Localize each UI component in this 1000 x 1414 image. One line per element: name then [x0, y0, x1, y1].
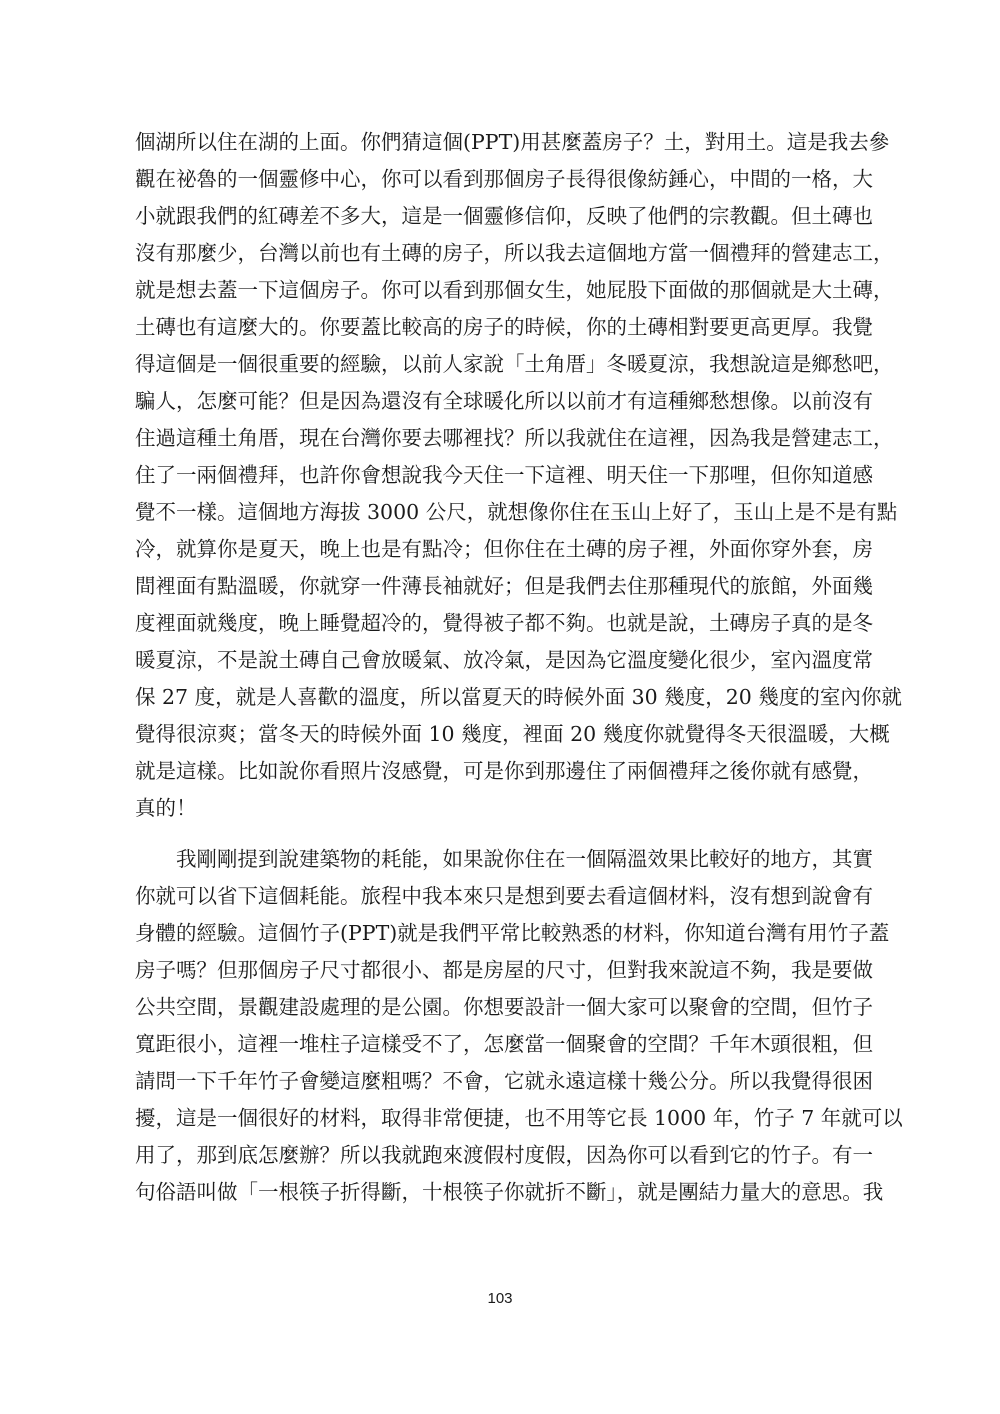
text-line: 請問一下千年竹子會變這麼粗嗎？不會，它就永遠這樣十幾公分。所以我覺得很困 [135, 1069, 873, 1093]
text-line: 騙人，怎麼可能？但是因為還沒有全球暖化所以以前才有這種鄉愁想像。以前沒有 [135, 389, 873, 413]
text-line: 就是想去蓋一下這個房子。你可以看到那個女生，她屁股下面做的那個就是大土磚， [135, 278, 894, 302]
text-line: 間裡面有點溫暖，你就穿一件薄長袖就好；但是我們去住那種現代的旅館，外面幾 [135, 574, 873, 598]
text-line: 觀在祕魯的一個靈修中心，你可以看到那個房子長得很像紡錘心，中間的一格，大 [135, 167, 873, 191]
text-line: 得這個是一個很重要的經驗，以前人家說「土角厝」冬暖夏涼，我想說這是鄉愁吧， [135, 352, 894, 376]
paragraph [135, 841, 903, 1211]
text-line: 擾，這是一個很好的材料，取得非常便捷，也不用等它長 1000 年，竹子 7 年就可以 [135, 1106, 903, 1130]
text-line: 房子嗎？但那個房子尺寸都很小、都是房屋的尺寸，但對我來說這不夠，我是要做 [135, 958, 873, 982]
body-text [135, 124, 903, 1211]
text-line: 冷，就算你是夏天，晚上也是有點冷；但你住在土磚的房子裡，外面你穿外套，房 [135, 537, 873, 561]
text-line: 覺得很涼爽；當冬天的時候外面 10 幾度，裡面 20 幾度你就覺得冬天很溫暖，大概 [135, 722, 890, 746]
text-line: 住了一兩個禮拜，也許你會想說我今天住一下這裡、明天住一下那哩，但你知道感 [135, 463, 873, 487]
text-line: 保 27 度，就是人喜歡的溫度，所以當夏天的時候外面 30 幾度，20 幾度的室內你就 [135, 685, 902, 709]
text-line: 公共空間，景觀建設處理的是公園。你想要設計一個大家可以聚會的空間，但竹子 [135, 995, 873, 1019]
page-number: 103 [487, 1290, 513, 1307]
text-line: 我剛剛提到說建築物的耗能，如果說你住在一個隔溫效果比較好的地方，其實 [135, 847, 873, 871]
text-line: 句俗語叫做「一根筷子折得斷，十根筷子你就折不斷」，就是團結力量大的意思。我 [135, 1180, 884, 1204]
text-line: 個湖所以住在湖的上面。你們猜這個(PPT)用甚麼蓋房子？土，對用土。這是我去參 [135, 130, 890, 154]
text-line: 暖夏涼，不是說土磚自己會放暖氣、放冷氣，是因為它溫度變化很少，室內溫度常 [135, 648, 873, 672]
text-line: 沒有那麼少，台灣以前也有土磚的房子，所以我去這個地方當一個禮拜的營建志工， [135, 241, 894, 265]
text-line: 覺不一樣。這個地方海拔 3000 公尺，就想像你住在玉山上好了，玉山上是不是有點 [135, 500, 898, 524]
text-line: 度裡面就幾度，晚上睡覺超冷的，覺得被子都不夠。也就是說，土磚房子真的是冬 [135, 611, 873, 635]
text-line: 土磚也有這麼大的。你要蓋比較高的房子的時候，你的土磚相對要更高更厚。我覺 [135, 315, 873, 339]
text-line: 用了，那到底怎麼辦？所以我就跑來渡假村度假，因為你可以看到它的竹子。有一 [135, 1143, 873, 1167]
text-line: 寬距很小，這裡一堆柱子這樣受不了，怎麼當一個聚會的空間？千年木頭很粗，但 [135, 1032, 873, 1056]
text-line: 就是這樣。比如說你看照片沒感覺，可是你到那邊住了兩個禮拜之後你就有感覺， [135, 759, 873, 783]
text-line: 你就可以省下這個耗能。旅程中我本來只是想到要去看這個材料，沒有想到說會有 [135, 884, 873, 908]
text-line: 住過這種土角厝，現在台灣你要去哪裡找？所以我就住在這裡，因為我是營建志工， [135, 426, 894, 450]
text-line: 真的！ [135, 796, 197, 820]
paragraph [135, 124, 902, 827]
text-line: 小就跟我們的紅磚差不多大，這是一個靈修信仰，反映了他們的宗教觀。但土磚也 [135, 204, 873, 228]
text-line: 身體的經驗。這個竹子(PPT)就是我們平常比較熟悉的材料，你知道台灣有用竹子蓋 [135, 921, 890, 945]
